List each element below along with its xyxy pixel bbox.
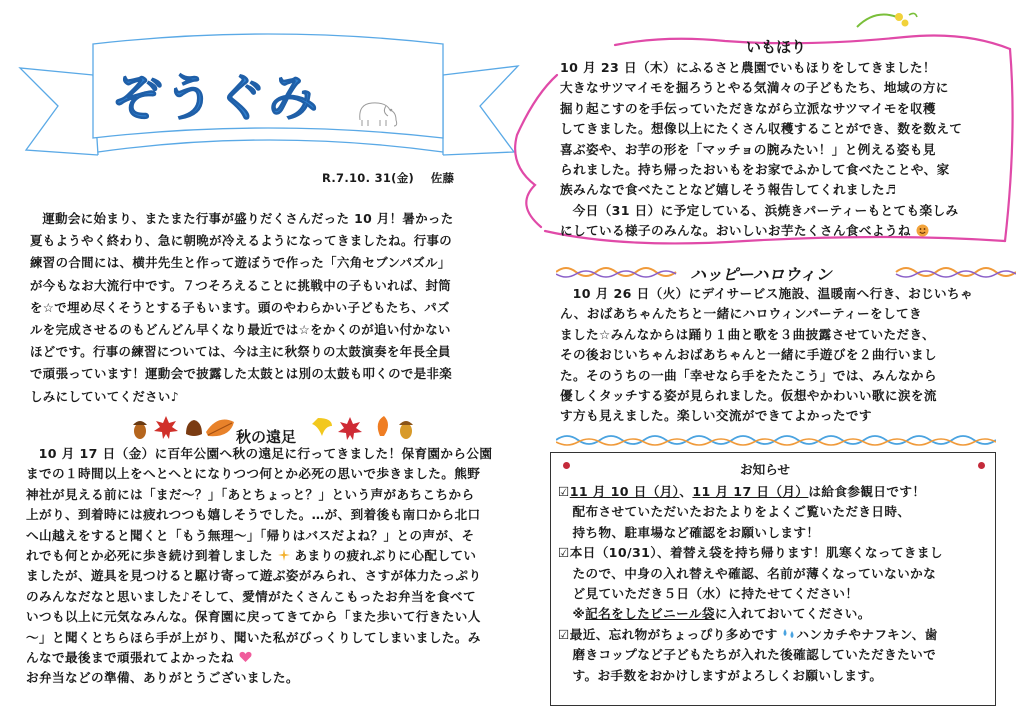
- notice-item-2: ☑本日（10/31）、着替え袋を持ち帰ります！肌寒くなってきまし: [558, 545, 943, 561]
- notice-underlined: 記名をしたビニール袋: [585, 606, 715, 622]
- halloween-line: その後おじいちゃんおばあちゃんと一緒に手遊びを２曲行いまし: [560, 347, 937, 363]
- autumn-line: [26, 546, 526, 566]
- autumn-line: までの１時間以上をへとへとになりつつ何とか必死の思いで歩きました。熊野: [26, 466, 481, 482]
- intro-line: 運動会に始まり、またまた行事が盛りだくさんだった 10 月！暑かった: [42, 211, 454, 226]
- halloween-heading: ハッピーハロウィン: [690, 265, 832, 284]
- notice-item-3: ☑最近、忘れ物がちょっぴり多めです ハンカチやナフキン、歯: [558, 626, 938, 642]
- autumn-line: いつも以上に元気なみんな。保育園に戻ってきてから「また歩いて行きたい人: [26, 609, 481, 625]
- elephant-icon: [352, 96, 402, 128]
- autumn-line-part: れでも何とか必死に歩き続け到着しました: [26, 548, 273, 564]
- imohori-line: られました。持ち帰ったおいもをお家でふかして食べたことや、家: [560, 162, 950, 178]
- imohori-paragraph: [560, 58, 1020, 242]
- imohori-line: 10 月 23 日（木）にふるさと農園でいもほりをしてきました！: [560, 60, 936, 75]
- acorn-icon: [133, 421, 147, 439]
- intro-line: ルを完成させるのもどんどん早くなり最近では☆をかくのが追い付かない: [30, 322, 451, 338]
- notice-line: ※記名をしたビニール袋に入れておいてください。: [572, 606, 871, 622]
- notice-item-1: ☑11 月 10 日（月）、11 月 17 日（月）は給食参観日です！: [558, 484, 926, 499]
- halloween-line: た。そのうちの一曲「幸せなら手をたたこう」では、みんなから: [560, 367, 937, 383]
- notice-line: ど見ていただき５日（水）に持たせてください！: [572, 586, 859, 602]
- autumn-heading: 秋の遠足: [236, 428, 297, 446]
- halloween-line: 優しくタッチする姿が見られました。仮想やかわいい歌に涙を流: [560, 388, 937, 404]
- maple-leaf-icon: [338, 417, 362, 440]
- notice-line: 配布させていただいたおたよりをよくご覧いただき日時、: [572, 504, 911, 520]
- notice-dot-left: [563, 462, 570, 469]
- imohori-line: してきました。想像以上にたくさん収穫することができ、数を数えて: [560, 121, 963, 137]
- checkbox-icon: ☑: [558, 545, 570, 561]
- autumn-line: 10 月 17 日（金）に百年公園へ秋の遠足に行ってきました！保育園から公園: [38, 446, 493, 461]
- imohori-line: 大きなサツマイモを掘ろうとやる気満々の子どもたち、地域の方に: [560, 80, 949, 96]
- autumn-line-part: んなで最後まで頑張れてよかったね: [26, 650, 234, 666]
- notice-dot-right: [978, 462, 985, 469]
- halloween-line: ました☆みんなからは踊り１曲と歌を３曲披露させていただき、: [560, 326, 936, 342]
- autumn-line-part: あまりの疲れぶりに心配してい: [294, 548, 477, 564]
- halloween-line: す方も見えました。楽しい交流ができてよかったです: [560, 408, 872, 424]
- author: 佐藤: [430, 171, 455, 185]
- autumn-line: 上がり、到着時には疲れつつも嬉しそうでした。…が、到着後も南口から北口: [26, 507, 481, 523]
- notice-line: 磨きコップなど子どもたちが入れた後確認していただきたいで: [572, 647, 937, 663]
- smiley-icon: [916, 224, 929, 237]
- imohori-line: 族みんなで食べたことなど嬉しそう報告してくれました♬: [560, 182, 897, 198]
- halloween-wave-bottom: [556, 430, 996, 450]
- notice-list: [558, 482, 994, 686]
- leaf-icon: [378, 416, 388, 436]
- notice-line: 持ち物、駐車場など確認をお願いします！: [572, 524, 820, 540]
- imohori-line: 喜ぶ姿や、お芋の形を「マッチョの腕みたい！」と例える姿も見: [560, 141, 936, 157]
- notice-date: 11 月 10 日（月）: [569, 484, 680, 499]
- autumn-line: お弁当などの準備、ありがとうございました。: [26, 670, 299, 686]
- intro-line: しみにしていてください♪: [30, 388, 180, 404]
- grapes-icon: [857, 13, 917, 27]
- notice-heading: お知らせ: [740, 462, 790, 477]
- heart-icon: [239, 651, 252, 663]
- intro-line: ほどです。行事の練習については、今は主に秋祭りの太鼓演奏を年長全員: [30, 344, 451, 360]
- intro-line: を☆で埋め尽くそうとする子もいます。頭のやわらかい子どもたち、パズ: [30, 299, 450, 315]
- imohori-heading: いもほり: [746, 38, 807, 56]
- issue-date: R.7.10. 31(金): [322, 171, 415, 185]
- intro-line: 練習の合間には、横井先生と作って遊ぼうで作った「六角セブンパズル」: [30, 255, 451, 271]
- checkbox-icon: ☑: [558, 484, 570, 499]
- notice-line: す。お手数をおかけしますがよろしくお願いします。: [572, 667, 883, 683]
- halloween-line: 10 月 26 日（火）にデイサービス施設、温暖南へ行き、おじいちゃ: [572, 286, 974, 301]
- autumn-line: ～」と聞くとちらほら手が上がり、聞いた私がびっくりしてしまいました。み: [26, 629, 481, 645]
- sparkle-icon: [278, 549, 290, 561]
- page-title: ぞうぐみ: [112, 69, 320, 127]
- imohori-line: 掘り起こすのを手伝っていただきながら立派なサツマイモを収穫: [560, 100, 936, 116]
- imohori-line: 今日（31 日）に予定している、浜焼きパーティーもとても楽しみ: [572, 202, 959, 218]
- halloween-paragraph: [560, 284, 1020, 427]
- acorn-icon: [399, 421, 413, 439]
- autumn-line: のみんなだなと思いました♪そして、愛情がたくさんこもったお弁当を食べて: [26, 588, 476, 604]
- checkbox-icon: ☑: [558, 626, 570, 642]
- halloween-line: ん、おばあちゃんたちと一緒にハロウィンパーティーをしてき: [560, 306, 922, 322]
- leaf-icon: [206, 420, 234, 437]
- autumn-line: [26, 648, 526, 668]
- imohori-line: [560, 221, 1020, 241]
- ginkgo-leaf-icon: [312, 418, 332, 436]
- date-line: [322, 170, 454, 186]
- maple-leaf-icon: [154, 416, 178, 439]
- autumn-paragraph: [26, 444, 526, 689]
- autumn-line: ましたが、遊具を見つけると駆け寄って遊ぶ姿がみられ、さすが体力たっぷり: [26, 568, 482, 584]
- intro-paragraph: [30, 208, 520, 408]
- notice-line: たので、中身の入れ替えや確認、名前が薄くなっていないかな: [572, 565, 937, 581]
- autumn-line: 神社が見える前には「まだ～？」「あとちょっと？」という声があちこちから: [26, 486, 475, 502]
- autumn-line: へ山越えをすると聞くと「もう無理～」「帰りはバスだよね？」との声が、そ: [26, 527, 475, 543]
- intro-line: が今もなお大流行中です。７つそろえることに挑戦中の子もいれば、封筒: [30, 277, 452, 293]
- intro-line: 夏もようやく終わり、急に朝晩が冷えるようになってきましたね。行事の: [30, 233, 453, 249]
- chestnut-icon: [186, 420, 202, 436]
- drops-icon: [782, 628, 796, 640]
- imohori-line-part: にしている様子のみんな。おいしいお芋たくさん食べようね: [560, 223, 911, 239]
- notice-date: 11 月 17 日（月）: [692, 484, 809, 499]
- intro-line: で頑張っています！運動会で披露した太鼓とは別の太鼓も叩くので是非楽: [30, 366, 453, 382]
